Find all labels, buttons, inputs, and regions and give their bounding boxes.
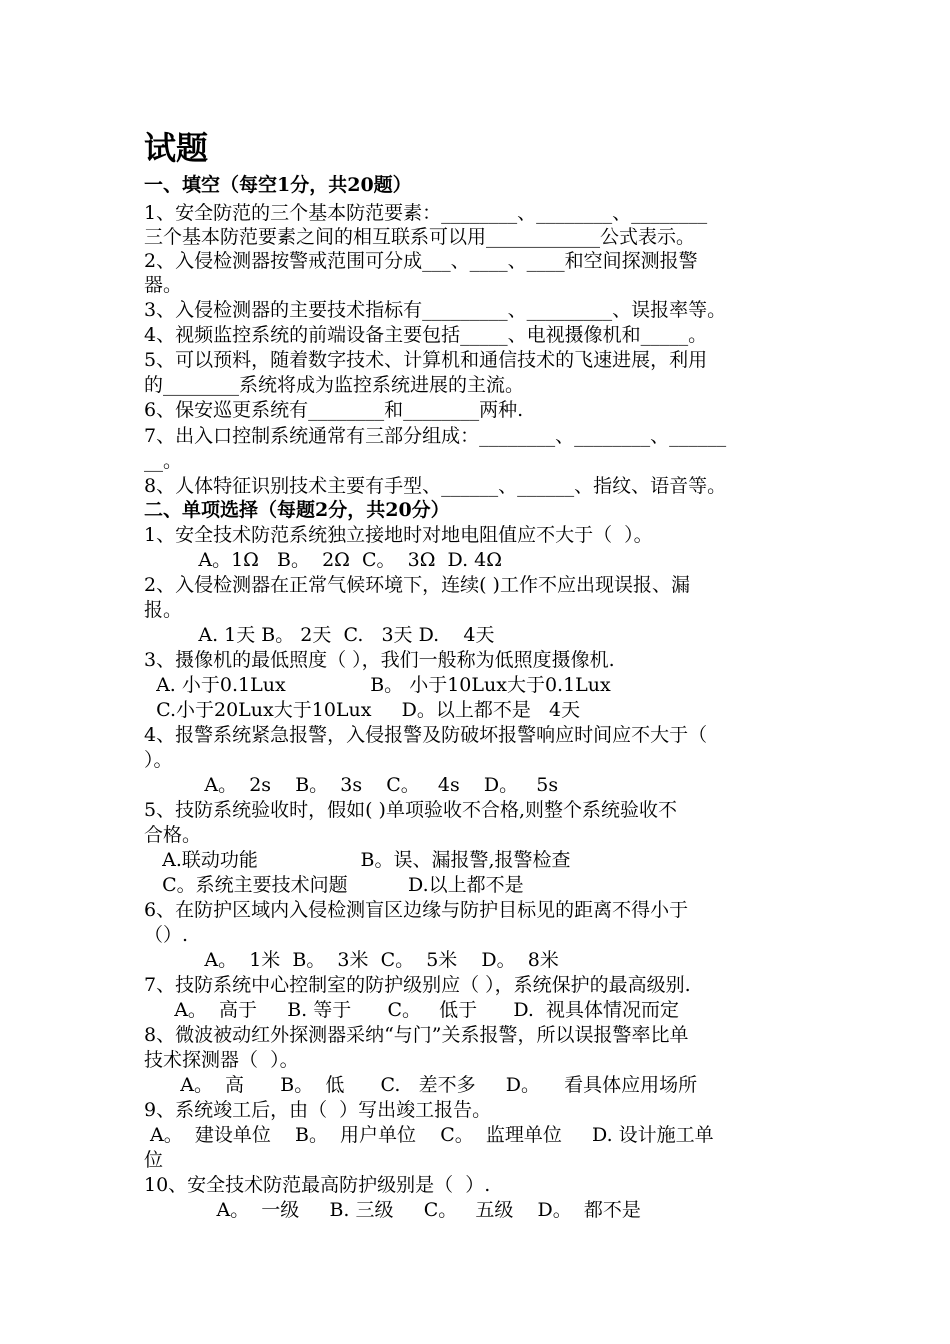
text-line: （）. xyxy=(144,924,189,946)
text-line: 器。 xyxy=(144,274,183,296)
text-line: A。 一级 B. 三级 C。 五级 D。 都不是 xyxy=(144,1199,641,1221)
text-line: C.小于20Lux大于10Lux D。以上都不是 4天 xyxy=(144,699,581,721)
text-line: 技术探测器（ ）。 xyxy=(144,1049,299,1071)
text-line: 3、摄像机的最低照度（ ），我们一般称为低照度摄像机. xyxy=(144,649,615,671)
text-line: 5、技防系统验收时，假如( )单项验收不合格,则整个系统验收不 xyxy=(144,799,677,821)
text-line: 报。 xyxy=(144,599,183,621)
section-heading-single-choice: 二、单项选择（每题2分，共20分） xyxy=(144,499,450,521)
text-line: 7、出入口控制系统通常有三部分组成：________、________、______ xyxy=(144,425,727,447)
text-line: ）。 xyxy=(144,749,173,771)
page-title: 试题 xyxy=(144,129,209,167)
text-line: 2、入侵检测器在正常气候环境下，连续( )工作不应出现误报、漏 xyxy=(144,574,690,596)
text-line: A。1Ω B。 2Ω C。 3Ω D. 4Ω xyxy=(144,549,503,571)
text-line: 8、微波被动红外探测器采纳“与门”关系报警，所以误报警率比单 xyxy=(144,1024,689,1046)
text-line: A. 1天 B。 2天 C. 3天 D. 4天 xyxy=(144,624,495,646)
text-line: 5、可以预料，随着数字技术、计算机和通信技术的飞速进展，利用 xyxy=(144,349,708,371)
text-line: 1、安全技术防范系统独立接地时对地电阻值应不大于（ ）。 xyxy=(144,524,653,546)
text-line: A.联动功能 B。误、漏报警,报警检查 xyxy=(144,849,571,871)
text-line: 合格。 xyxy=(144,824,202,846)
text-line: A. 小于0.1Lux B。 小于10Lux大于0.1Lux xyxy=(144,674,611,696)
text-line: 6、保安巡更系统有________和________两种. xyxy=(144,399,524,421)
text-line: 位 xyxy=(144,1149,164,1171)
text-line: 的________系统将成为监控系统进展的主流。 xyxy=(144,374,525,396)
text-line: 4、视频监控系统的前端设备主要包括_____、电视摄像机和_____。 xyxy=(144,324,708,346)
text-line: A。 高于 B. 等于 C。 低于 D. 视具体情况而定 xyxy=(144,999,680,1021)
text-line: A。 高 B。 低 C. 差不多 D。 看具体应用场所 xyxy=(144,1074,698,1096)
text-line: 1、安全防范的三个基本防范要素：________、________、________ xyxy=(144,202,708,224)
text-line: 2、入侵检测器按警戒范围可分成___、____、____和空间探测报警 xyxy=(144,250,698,272)
text-line: 三个基本防范要素之间的相互联系可以用____________公式表示。 xyxy=(144,226,696,248)
text-line: 6、在防护区域内入侵检测盲区边缘与防护目标见的距离不得小于 xyxy=(144,899,689,921)
text-line: __。 xyxy=(144,450,183,472)
text-line: 9、系统竣工后，由（ ）写出竣工报告。 xyxy=(144,1099,492,1121)
text-line: 3、入侵检测器的主要技术指标有_________、_________、误报率等。 xyxy=(144,299,727,321)
text-line: 4、报警系统紧急报警，入侵报警及防破坏报警响应时间应不大于（ xyxy=(144,724,708,746)
text-line: A。 建设单位 B。 用户单位 C。 监理单位 D. 设计施工单 xyxy=(144,1124,714,1146)
text-line: 7、技防系统中心控制室的防护级别应（ ），系统保护的最高级别. xyxy=(144,974,691,996)
text-line: 8、人体特征识别技术主要有手型、______、______、指纹、语音等。 xyxy=(144,475,727,497)
text-line: 10、安全技术防范最高防护级别是（ ）. xyxy=(144,1174,491,1196)
text-line: C。系统主要技术问题 D.以上都不是 xyxy=(144,874,524,896)
text-line: A。 2s B。 3s C。 4s D。 5s xyxy=(144,774,559,796)
text-line: A。 1米 B。 3米 C。 5米 D。 8米 xyxy=(144,949,559,971)
section-heading-fill-in: 一、填空（每空1分，共20题） xyxy=(144,174,412,196)
